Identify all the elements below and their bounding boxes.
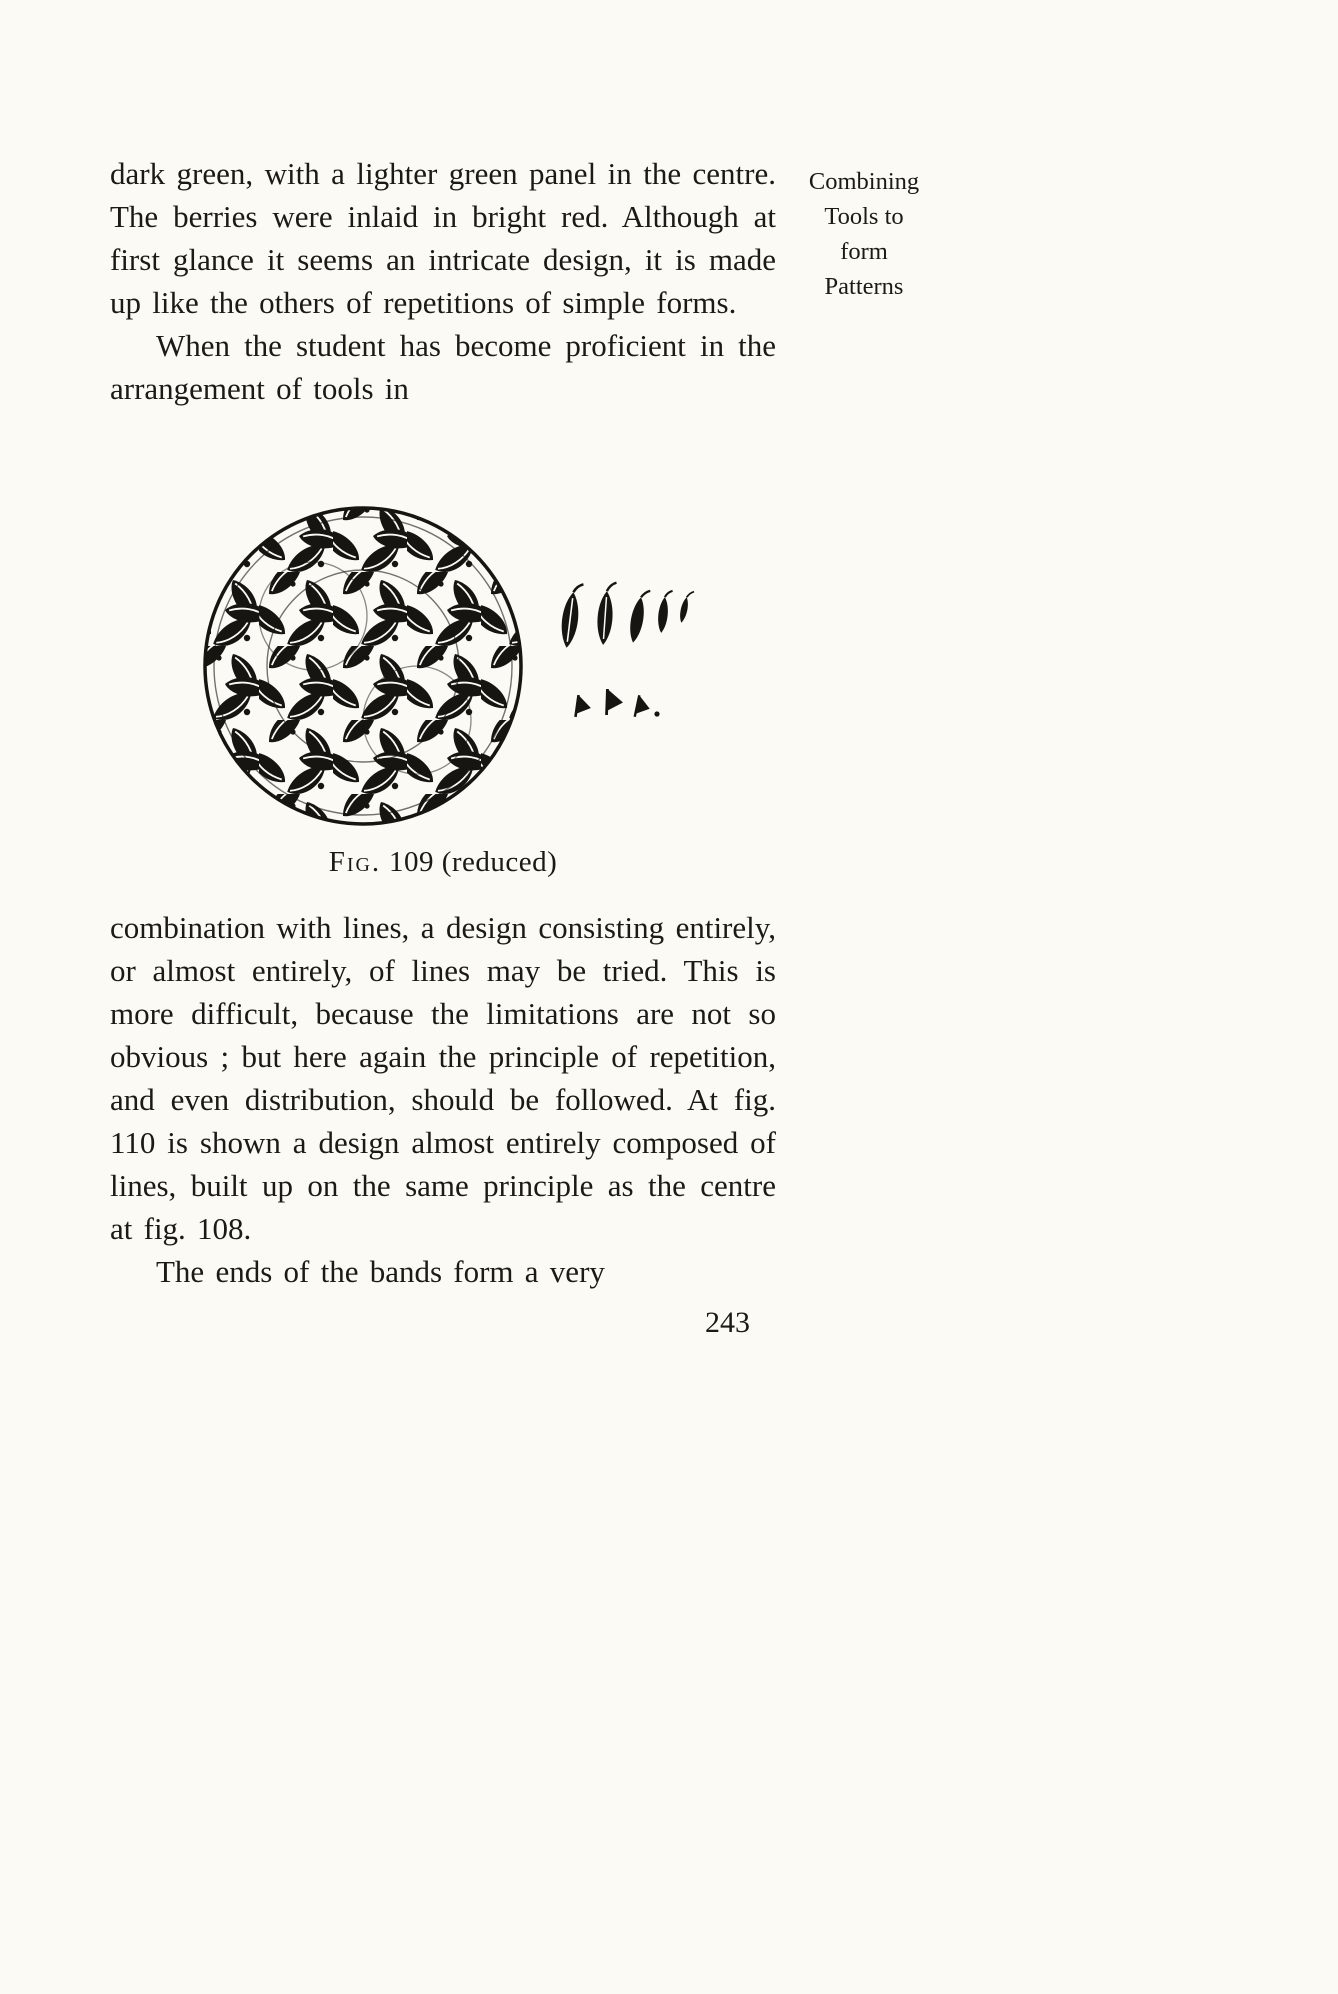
text-block-bottom (110, 906, 776, 1344)
page-number: 243 (705, 1306, 750, 1339)
text-block-top (110, 152, 776, 410)
figure-caption (110, 846, 776, 879)
figure-109 (185, 498, 845, 838)
leaf-tool-impressions (559, 582, 694, 649)
paragraph-2: When the student has become proficient in the arrangement of tools in (110, 328, 776, 406)
hook-tool-impressions (575, 689, 659, 719)
paragraph-4: The ends of the bands form a very (156, 1254, 605, 1289)
figure-caption-label: Fig. (328, 846, 382, 878)
margin-note-line: form (840, 238, 888, 265)
figure-109-image (185, 498, 845, 838)
paragraph-1: dark green, with a lighter green panel in the centre. The berries were inlaid in bright red. Although at first glance it seems an intricate design, it is made up like the others of repetitions of simple forms. (110, 156, 776, 320)
margin-note (786, 164, 942, 304)
margin-note-line: Patterns (824, 273, 904, 300)
paragraph-3: combination with lines, a design consisting entirely, or almost entirely, of lines may be tried. This is more difficult, because the limitations are not so obvious ; but here again the principle of repetition, and even distribution, should be followed. At fig. 110 is shown a design almost entirely composed of lines, built up on the same principle as the centre at fig. 108. (110, 910, 776, 1246)
circular-leaf-ornament (205, 508, 521, 824)
figure-caption-text: 109 (reduced) (388, 846, 558, 878)
margin-note-line: Combining (808, 168, 920, 195)
margin-note-line: Tools to (824, 203, 904, 230)
